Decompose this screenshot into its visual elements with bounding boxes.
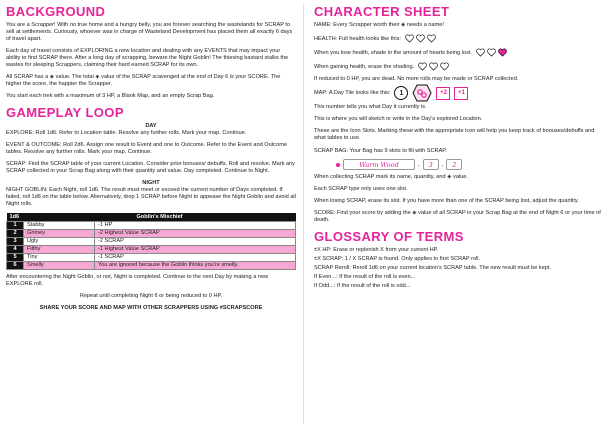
zero-hp-rule: If reduced to 0 HP, you are dead. No more rolls may be made or SCRAP collected. [314, 76, 519, 82]
scrap-bag-rule: SCRAP BAG: Your Bag has 9 slots to fill with SCRAP. [314, 148, 447, 154]
icon-slot-b: +1 [454, 87, 468, 100]
name-rule: NAME: Every Scrapper worth their ◈ needs a name! [314, 22, 444, 28]
map-explanation-3: These are the Icon Slots. Marking these with the appropriate icon will help you keep track of bonuses/debuffs and what tables to use. [314, 128, 595, 141]
table-row [7, 262, 296, 270]
night-label: NIGHT [142, 180, 160, 186]
scrap-rule: SCRAP: Find the SCRAP table of your current Location. Consider prior bonuses/ debuffs. Roll and resolve. Mark any SCRAP collected in your Scrap Bag along with their quantity and value. Day completed. Continue to Night. [6, 161, 295, 174]
heart-icon [440, 62, 449, 71]
left-column [6, 4, 296, 311]
map-explanation-1: This number tells you what Day it currently is. [314, 104, 427, 110]
health-text: HEALTH: Full health looks like this: [314, 35, 401, 42]
night-goblin-rule: NIGHT GOBLIN: Each Night, roll 1d6. The result must meet or exceed the current number of Days completed. If failed, roll 1d6 on the table below. Alternatively, drop 1 SCRAP before Night to appease the Night Goblin and avoid all Night rolls. [6, 187, 296, 207]
scrap-name-slot: Warm Wood [343, 159, 415, 170]
lost-health-hearts [476, 48, 507, 57]
row-name: Ugly [24, 238, 95, 246]
lose-health-rule [314, 48, 604, 57]
bullet-dot-icon [336, 163, 340, 167]
right-column [314, 4, 604, 292]
health-rule [314, 34, 604, 43]
heart-icon [416, 34, 425, 43]
day-number-circle: 1 [394, 86, 408, 100]
glossary-term: If Odd...: If the result of the roll is odd... [314, 283, 411, 289]
row-name: Smelly [24, 262, 95, 270]
row-name: Grimey [24, 230, 95, 238]
row-number: 6 [7, 262, 24, 270]
heart-icon [418, 62, 427, 71]
row-effect: -1 HP [95, 222, 296, 230]
glossary-term: ±X HP: Erase or replenish X from your current HP. [314, 247, 439, 253]
heart-icon [487, 48, 496, 57]
row-effect: -2 Highest Value SCRAP [95, 230, 296, 238]
background-paragraph-1: You are a Scrapper! With no true home and a hungry belly, you are forever searching the wastelands for SCRAP to sell at settlements. Curiously, whoever was in charge of Wasteland Development has placed them all exactly 6 days of travel apart. [6, 22, 293, 42]
day-label: DAY [145, 123, 157, 129]
event-rule: EVENT & OUTCOME: Roll 2d6. Assign one result to Event and one to Outcome. Refer to the Event and Outcome tables. Resolve any further rolls. Mark your map. Continue. [6, 142, 287, 155]
icon-slot-a: +2 [436, 87, 450, 100]
table-row [7, 254, 296, 262]
bag-explanation-3: When losing SCRAP, erase its slot. If you have more than one of the SCRAP being lost, adjust the quantity. [314, 198, 579, 204]
column-divider [303, 4, 304, 424]
shaded-heart-icon [498, 48, 507, 57]
row-name: Filthy [24, 246, 95, 254]
location-hex-icon [412, 84, 432, 102]
row-name: Tiny [24, 254, 95, 262]
background-paragraph-3: All SCRAP has a ◈ value. The total ◈ value of the SCRAP scavenged at the end of Day 6 is your SCORE. The higher the score, the happier the Scrapper. [6, 74, 281, 87]
row-effect: -1 Highest Value SCRAP [95, 246, 296, 254]
glossary-heading: GLOSSARY OF TERMS [314, 229, 464, 244]
heart-icon [476, 48, 485, 57]
row-number: 5 [7, 254, 24, 262]
separator-icon: , [418, 161, 420, 168]
bag-explanation-2: Each SCRAP type only uses one slot. [314, 186, 408, 192]
goblin-table [6, 213, 296, 270]
separator-icon: , [441, 161, 444, 168]
map-label: MAP: A Day Tile looks like this: [314, 90, 391, 96]
row-number: 2 [7, 230, 24, 238]
row-effect: -2 SCRAP [95, 238, 296, 246]
row-number: 1 [7, 222, 24, 230]
map-explanation-2: This is where you will sketch or write in the Day's explored Location. [314, 116, 483, 122]
heart-icon [405, 34, 414, 43]
table-row [7, 238, 296, 246]
share-line: SHARE YOUR SCORE AND MAP WITH OTHER SCRAPPERS USING #SCRAPSCORE [39, 305, 263, 311]
row-name: Stabby [24, 222, 95, 230]
scrap-value-slot: 2 [446, 159, 462, 170]
background-paragraph-2: Each day of travel consists of EXPLORING a new location and dealing with any EVENTS that may impact your ability to find SCRAP there. After a long day of scrapping, beware the Night Goblin! The thieving bastard stalks the wastes for sleeping Scrappers, claiming their hard earned SCRAP for its own. [6, 48, 289, 68]
table-row [7, 246, 296, 254]
gained-health-hearts [418, 62, 449, 71]
heart-icon [429, 62, 438, 71]
background-paragraph-4: You start each trek with a maximum of 3 HP, a Blank Map, and an empty Scrap Bag. [6, 93, 215, 99]
character-sheet-heading: CHARACTER SHEET [314, 4, 450, 19]
row-number: 4 [7, 246, 24, 254]
row-effect: -1 SCRAP [95, 254, 296, 262]
heart-icon [427, 34, 436, 43]
glossary-section [314, 229, 604, 290]
goblin-table-header [7, 213, 296, 222]
background-heading: BACKGROUND [6, 4, 106, 19]
bag-explanation-1: When collecting SCRAP mark its name, quantity, and ◈ value. [314, 174, 468, 180]
glossary-term: ±X SCRAP: 1 / X SCRAP is found. Only applies to first SCRAP roll. [314, 256, 481, 262]
table-row [7, 230, 296, 238]
scrap-bag-example [336, 159, 604, 170]
gameplay-heading: GAMEPLAY LOOP [6, 105, 124, 120]
glossary-term: SCRAP Reroll: Reroll 1d6 on your current location's SCRAP table. The new result must be kept. [314, 265, 552, 271]
row-number: 3 [7, 238, 24, 246]
score-rule: SCORE: Find your score by adding the ◈ value of all SCRAP in your Scrap Bag at the end of Night 6 or your time of death. [314, 210, 601, 223]
lose-health-text: When you lose health, shade in the amount of hearts being lost. [314, 49, 472, 56]
day-tile-example [314, 84, 604, 102]
after-night-rule: After encountering the Night Goblin, or not, Night is completed. Continue to the next Day by making a new EXPLORE roll. [6, 274, 269, 287]
explore-rule: EXPLORE: Roll 1d6. Refer to Location table. Resolve any further rolls. Mark your map. Continue. [6, 130, 247, 136]
table-row [7, 222, 296, 230]
repeat-rule: Repeat until completing Night 6 or being reduced to 0 HP. [79, 293, 223, 299]
scrap-quantity-slot: 3 [423, 159, 439, 170]
gain-health-rule [314, 62, 604, 71]
row-effect: You are ignored because the Goblin thinks you're smelly. [95, 262, 296, 270]
table-head-die: 1d6 [7, 213, 24, 222]
full-health-hearts [405, 34, 436, 43]
gain-health-text: When gaining health, erase the shading. [314, 63, 415, 70]
table-head-title: Goblin's Mischief [24, 213, 296, 222]
glossary-term: If Even...: If the result of the roll is even... [314, 274, 416, 280]
